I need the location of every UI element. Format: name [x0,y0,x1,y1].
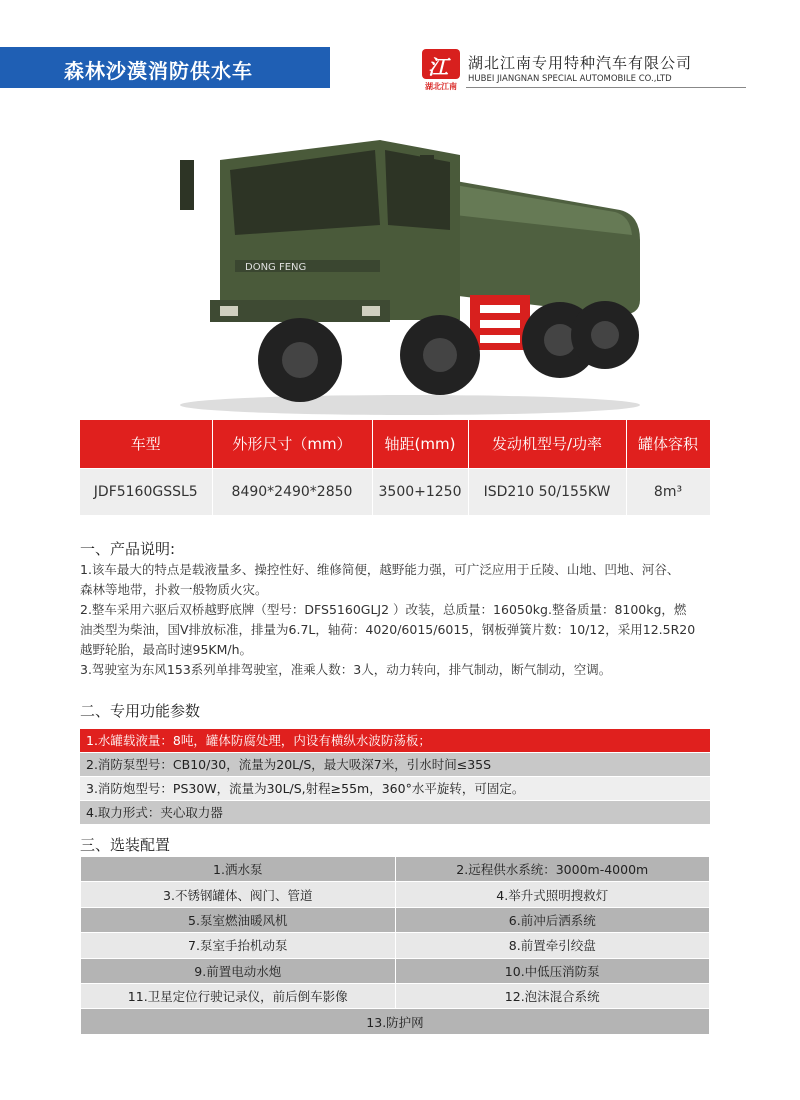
page-title: 森林沙漠消防供水车 [64,59,253,83]
option-row [81,882,710,907]
spec-cell: 8m³ [626,468,710,515]
option-cell: 5.泵室燃油暖风机 [81,907,396,932]
option-cell: 2.远程供水系统：3000m-4000m [395,857,710,882]
section1-heading: 一、产品说明: [80,540,176,558]
option-row [81,907,710,932]
text-line: 2.整车采用六驱后双桥越野底牌（型号：DFS5160GLJ2 ）改装，总质量：16050kg.整备质量：8100kg，燃 [80,602,687,617]
text-line: 森林等地带，扑救一般物质火灾。 [80,582,268,597]
spec-header-cell: 车型 [80,420,212,468]
spec-header-cell: 发动机型号/功率 [468,420,626,468]
param-item: 4.取力形式：夹心取力器 [80,801,710,824]
spec-header-cell: 外形尺寸（mm） [212,420,372,468]
option-cell: 11.卫星定位行驶记录仪，前后倒车影像 [81,983,396,1008]
option-cell: 1.洒水泵 [81,857,396,882]
spec-header-cell: 轴距(mm) [372,420,468,468]
param-item: 1.水罐载液量：8吨，罐体防腐处理，内设有横纵水波防荡板； [80,729,710,752]
company-logo [422,49,460,89]
logo-mark: 江 [428,55,448,79]
text-line: 3.驾驶室为东风153系列单排驾驶室，准乘人数：3人，动力转向，排气制动，断气制动，空调。 [80,662,612,677]
option-row [81,857,710,882]
spec-cell: ISD210 50/155KW [468,468,626,515]
option-cell: 13.防护网 [81,1009,710,1034]
spec-data-row [80,468,710,515]
section2-heading: 二、专用功能参数 [80,702,201,720]
truck-image [150,120,660,420]
option-row [81,958,710,983]
option-cell: 8.前置牵引绞盘 [395,933,710,958]
option-row [81,933,710,958]
text-line: 油类型为柴油，国V排放标准，排量为6.7L，轴荷：4020/6015/6015，钢板弹簧片数：10/12，采用12.5R20 [80,622,696,637]
text-line: 越野轮胎，最高时速95KM/h。 [80,642,253,657]
company-name-cn: 湖北江南专用特种汽车有限公司 [468,54,693,72]
spec-cell: JDF5160GSSL5 [80,468,212,515]
param-item: 2.消防泵型号：CB10/30，流量为20L/S，最大吸深7米，引水时间≤35S [80,753,710,776]
section3-heading: 三、选装配置 [80,836,171,854]
spec-cell: 3500+1250 [372,468,468,515]
title-band [0,47,330,88]
option-row [81,1009,710,1034]
option-row [81,983,710,1008]
options-table [80,856,710,1035]
option-cell: 4.举升式照明搜救灯 [395,882,710,907]
spec-header-cell: 罐体容积 [626,420,710,468]
option-cell: 6.前冲后洒系统 [395,907,710,932]
spec-header-row [80,420,710,468]
logo-caption: 湖北江南 [425,82,457,91]
header-divider [466,87,746,88]
option-cell: 12.泡沫混合系统 [395,983,710,1008]
spec-table [80,420,711,515]
company-name-en: HUBEI JIANGNAN SPECIAL AUTOMOBILE CO.,LTD [468,74,672,84]
truck-brand-label: DONG FENG [245,262,307,273]
param-item: 3.消防炮型号：PS30W，流量为30L/S,射程≥55m，360°水平旋转，可固定。 [80,777,710,800]
option-cell: 7.泵室手抬机动泵 [81,933,396,958]
section1-text [80,560,720,680]
option-cell: 10.中低压消防泵 [395,958,710,983]
spec-cell: 8490*2490*2850 [212,468,372,515]
option-cell: 9.前置电动水炮 [81,958,396,983]
text-line: 1.该车最大的特点是载液量多、操控性好、维修简便，越野能力强，可广泛应用于丘陵、山地、凹地、河谷、 [80,562,680,577]
option-cell: 3.不锈钢罐体、阀门、管道 [81,882,396,907]
